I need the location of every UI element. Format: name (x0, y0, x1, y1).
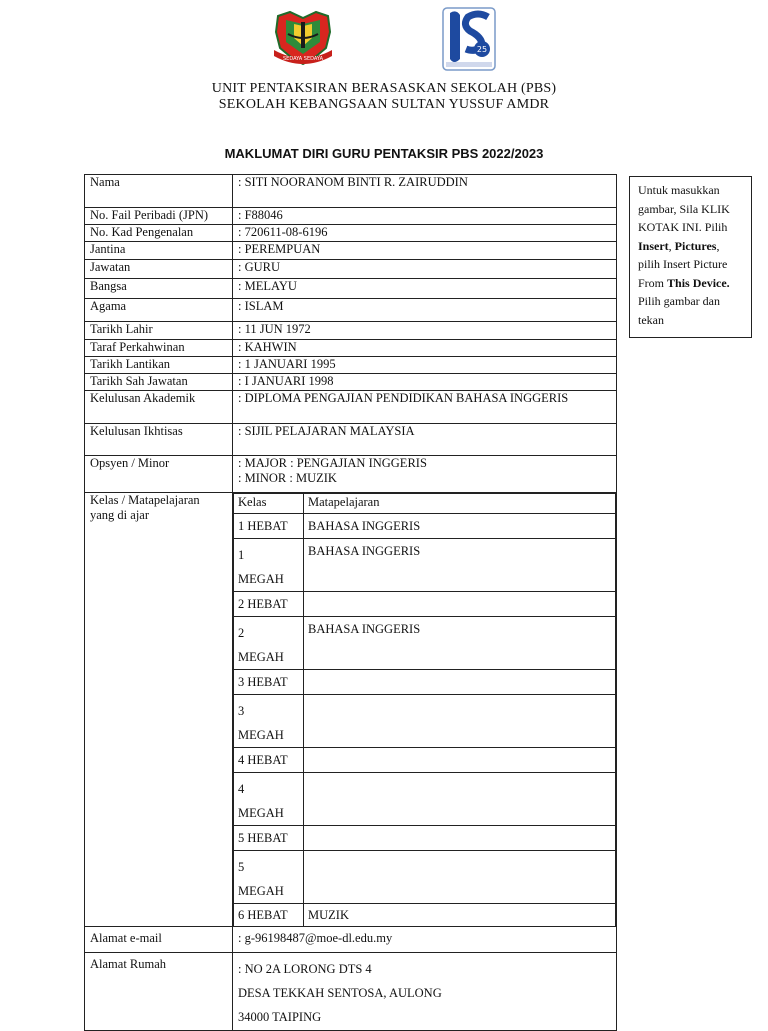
label-ikhtisas: Kelulusan Ikhtisas (85, 424, 233, 456)
row-jantina (85, 242, 617, 260)
row-bangsa (85, 279, 617, 299)
svg-text:25: 25 (476, 45, 488, 54)
photo-instruction-text: , pilih Insert Picture From (638, 238, 728, 290)
subject-cell[interactable]: BAHASA INGGERIS (304, 617, 616, 670)
class-cell[interactable]: 4 MEGAH (234, 773, 304, 826)
table-row (234, 514, 616, 539)
label-jantina: Jantina (85, 242, 233, 260)
subject-cell[interactable] (304, 670, 616, 695)
class-cell[interactable]: 2 HEBAT (234, 592, 304, 617)
value-lantikan[interactable]: : 1 JANUARI 1995 (233, 357, 617, 374)
subject-cell[interactable] (304, 851, 616, 904)
subject-cell[interactable]: MUZIK (304, 904, 616, 926)
table-row (234, 773, 616, 826)
subject-cell[interactable] (304, 773, 616, 826)
row-fail (85, 208, 617, 225)
label-nama: Nama (85, 175, 233, 208)
row-nama (85, 175, 617, 208)
value-opsyen-major: : MAJOR : PENGAJIAN INGGERIS (238, 456, 427, 470)
value-sah[interactable]: : I JANUARI 1998 (233, 374, 617, 391)
label-fail: No. Fail Peribadi (JPN) (85, 208, 233, 225)
value-email[interactable]: : g-96198487@moe-dl.edu.my (233, 926, 617, 952)
label-bangsa: Bangsa (85, 279, 233, 299)
value-jawatan[interactable]: : GURU (233, 260, 617, 279)
row-lahir (85, 322, 617, 340)
school-name-header: SEKOLAH KEBANGSAAN SULTAN YUSSUF AMDR (218, 97, 550, 112)
row-lantikan (85, 357, 617, 374)
class-cell[interactable]: 5 MEGAH (234, 851, 304, 904)
class-cell[interactable]: 2 MEGAH (234, 617, 304, 670)
value-alamat[interactable] (233, 952, 617, 1030)
label-sah: Tarikh Sah Jawatan (85, 374, 233, 391)
table-row (234, 592, 616, 617)
row-agama (85, 299, 617, 322)
photo-instruction-insert: Insert (638, 238, 669, 253)
value-fail[interactable]: : F88046 (233, 208, 617, 225)
header-kelas: Kelas (234, 494, 304, 514)
table-row (234, 695, 616, 748)
value-agama[interactable]: : ISLAM (233, 299, 617, 322)
classes-header-row (234, 494, 616, 514)
value-akademik[interactable]: : DIPLOMA PENGAJIAN PENDIDIKAN BAHASA INGGERIS (233, 391, 617, 424)
label-alamat: Alamat Rumah (85, 952, 233, 1030)
value-opsyen[interactable] (233, 456, 617, 493)
photo-placeholder-box[interactable] (629, 176, 752, 338)
row-sah (85, 374, 617, 391)
class-cell[interactable]: 3 HEBAT (234, 670, 304, 695)
class-cell[interactable]: 6 HEBAT (234, 904, 304, 926)
value-jantina[interactable]: : PEREMPUAN (233, 242, 617, 260)
row-akademik (85, 391, 617, 424)
class-cell[interactable]: 3 MEGAH (234, 695, 304, 748)
address-line-2: DESA TEKKAH SENTOSA, AULONG (238, 985, 442, 1000)
table-row (234, 539, 616, 592)
document-title: MAKLUMAT DIRI GURU PENTAKSIR PBS 2022/2023 (224, 146, 544, 161)
row-taraf (85, 340, 617, 357)
subject-cell[interactable]: BAHASA INGGERIS (304, 514, 616, 539)
row-alamat (85, 952, 617, 1030)
svg-text:SEDAYA SEDAYA: SEDAYA SEDAYA (282, 56, 324, 62)
label-kad: No. Kad Pengenalan (85, 225, 233, 242)
value-taraf[interactable]: : KAHWIN (233, 340, 617, 357)
classes-table (233, 493, 616, 926)
label-opsyen: Opsyen / Minor (85, 456, 233, 493)
row-opsyen (85, 456, 617, 493)
photo-instruction-pictures: Pictures (674, 238, 717, 253)
photo-instruction-text: Untuk masukkan gambar, Sila KLIK KOTAK INI. Pilih (638, 183, 730, 234)
row-kelas (85, 493, 617, 927)
value-opsyen-minor: : MINOR : MUZIK (238, 471, 337, 485)
label-agama: Agama (85, 299, 233, 322)
class-cell[interactable]: 1 HEBAT (234, 514, 304, 539)
label-lahir: Tarikh Lahir (85, 322, 233, 340)
photo-instruction-text: Pilih gambar dan tekan (638, 294, 720, 327)
value-nama[interactable]: : SITI NOORANOM BINTI R. ZAIRUDDIN (233, 175, 617, 208)
value-kad[interactable]: : 720611-08-6196 (233, 225, 617, 242)
unit-header: UNIT PENTAKSIRAN BERASASKAN SEKOLAH (PBS) (211, 81, 557, 96)
header-subject: Matapelajaran (304, 494, 616, 514)
row-jawatan (85, 260, 617, 279)
table-row (234, 826, 616, 851)
label-kelas: Kelas / Matapelajaran yang di ajar (85, 493, 233, 927)
label-lantikan: Tarikh Lantikan (85, 357, 233, 374)
is25-logo (442, 7, 496, 71)
class-cell[interactable]: 4 HEBAT (234, 748, 304, 773)
table-row (234, 904, 616, 926)
school-crest-logo (270, 8, 336, 72)
class-cell[interactable]: 5 HEBAT (234, 826, 304, 851)
address-line-3: 34000 TAIPING (238, 1009, 322, 1024)
photo-instruction-text: , (668, 238, 675, 253)
value-bangsa[interactable]: : MELAYU (233, 279, 617, 299)
label-akademik: Kelulusan Akademik (85, 391, 233, 424)
label-email: Alamat e-mail (85, 926, 233, 952)
table-row (234, 670, 616, 695)
value-lahir[interactable]: : 11 JUN 1972 (233, 322, 617, 340)
address-line-1: : NO 2A LORONG DTS 4 (238, 961, 372, 976)
teacher-info-table (84, 174, 617, 1031)
subject-cell[interactable] (304, 826, 616, 851)
subject-cell[interactable] (304, 592, 616, 617)
table-row (234, 617, 616, 670)
row-ikhtisas (85, 424, 617, 456)
classes-cell (233, 493, 617, 927)
class-cell[interactable]: 1 MEGAH (234, 539, 304, 592)
subject-cell[interactable] (304, 695, 616, 748)
row-email (85, 926, 617, 952)
subject-cell[interactable] (304, 748, 616, 773)
subject-cell[interactable]: BAHASA INGGERIS (304, 539, 616, 592)
photo-instruction-device: This Device. (667, 275, 730, 290)
label-jawatan: Jawatan (85, 260, 233, 279)
table-row (234, 748, 616, 773)
row-kad (85, 225, 617, 242)
value-ikhtisas[interactable]: : SIJIL PELAJARAN MALAYSIA (233, 424, 617, 456)
label-taraf: Taraf Perkahwinan (85, 340, 233, 357)
table-row (234, 851, 616, 904)
